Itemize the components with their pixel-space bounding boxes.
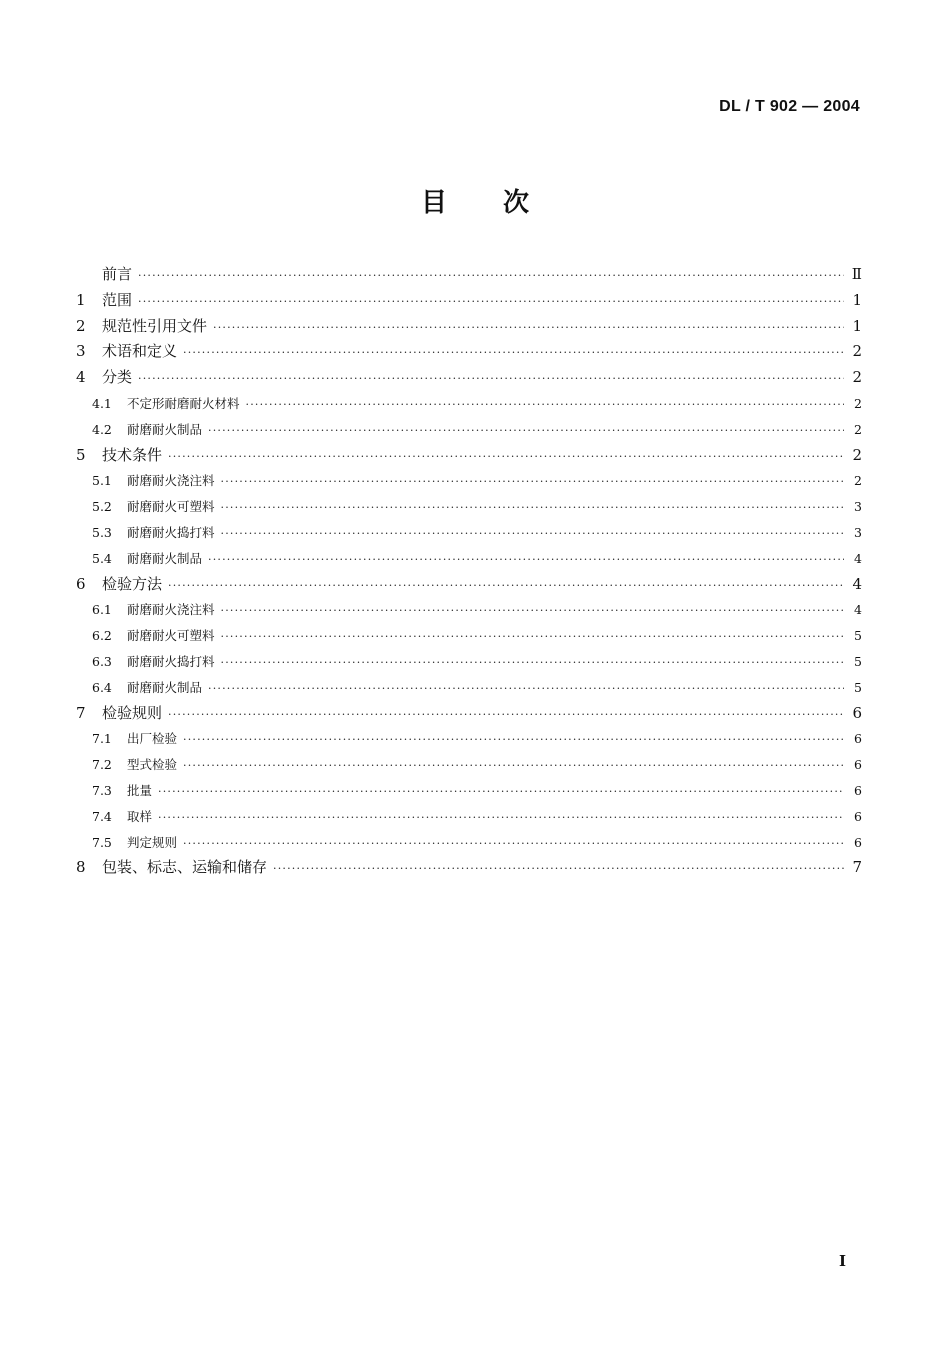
toc-leader-dots	[221, 521, 844, 546]
toc-leader-dots	[138, 263, 844, 288]
toc-leader-dots	[221, 495, 844, 520]
toc-entry[interactable]	[76, 623, 862, 649]
toc-leader-dots	[183, 340, 844, 365]
toc-entry-number: 7.2	[92, 757, 112, 773]
toc-entry-label: 出厂检验	[127, 731, 178, 747]
title-char-1: 目	[420, 188, 447, 218]
toc-entry[interactable]	[76, 339, 862, 365]
toc-entry-page: 1	[852, 316, 862, 335]
toc-entry[interactable]	[76, 804, 862, 830]
toc-entry-number: 4.1	[92, 395, 112, 411]
toc-leader-dots	[183, 831, 844, 856]
toc-entry[interactable]	[76, 752, 862, 778]
toc-entry-number: 6.4	[92, 679, 112, 695]
toc-entry-number: 7.1	[92, 731, 112, 747]
toc-entry-page: 2	[852, 342, 862, 361]
toc-entry-label: 耐磨耐火捣打料	[127, 524, 215, 540]
toc-entry-page: 2	[854, 421, 862, 437]
toc-entry-label: 分类	[102, 368, 133, 387]
toc-entry-page: 6	[852, 703, 862, 722]
toc-entry[interactable]	[76, 649, 862, 675]
toc-entry-page: 5	[854, 628, 862, 644]
toc-entry-number: 4.2	[92, 421, 112, 437]
toc-entry-label: 批量	[127, 782, 153, 798]
toc-entry-number: 5.4	[92, 550, 112, 566]
toc-entry-label: 耐磨耐火捣打料	[127, 653, 215, 669]
toc-entry-label: 范围	[102, 290, 133, 309]
toc-leader-dots	[158, 779, 844, 804]
toc-leader-dots	[158, 805, 844, 830]
toc-entry-label: 耐磨耐火制品	[127, 421, 203, 437]
toc-leader-dots	[168, 573, 844, 598]
toc-entry-page: 5	[854, 653, 862, 669]
table-of-contents	[76, 262, 862, 881]
toc-entry-page: 4	[854, 550, 862, 566]
toc-leader-dots	[221, 650, 844, 675]
toc-leader-dots	[138, 366, 844, 391]
toc-entry[interactable]	[76, 262, 862, 288]
toc-entry-number: 6.2	[92, 628, 112, 644]
toc-leader-dots	[213, 315, 844, 340]
toc-entry-label: 规范性引用文件	[102, 316, 208, 335]
toc-entry-page: 2	[854, 395, 862, 411]
toc-leader-dots	[208, 547, 844, 572]
toc-leader-dots	[273, 856, 844, 881]
toc-entry[interactable]	[76, 572, 862, 598]
toc-entry[interactable]	[76, 365, 862, 391]
toc-entry[interactable]	[76, 778, 862, 804]
toc-entry-number: 7	[76, 703, 86, 722]
toc-leader-dots	[183, 753, 844, 778]
toc-entry[interactable]	[76, 391, 862, 417]
toc-entry-page: 6	[854, 782, 862, 798]
toc-entry-page: 2	[854, 473, 862, 489]
toc-entry-label: 前言	[102, 265, 133, 283]
toc-leader-dots	[208, 418, 844, 443]
toc-entry-number: 2	[76, 316, 86, 335]
toc-entry-page: 4	[854, 602, 862, 618]
toc-entry-label: 耐磨耐火浇注料	[127, 473, 215, 489]
toc-leader-dots	[168, 444, 844, 469]
toc-entry-label: 不定形耐磨耐火材料	[127, 395, 240, 411]
toc-entry-number: 6.1	[92, 602, 112, 618]
toc-entry[interactable]	[76, 417, 862, 443]
toc-entry-number: 7.4	[92, 808, 112, 824]
toc-entry-page: 6	[854, 808, 862, 824]
toc-entry-label: 耐磨耐火可塑料	[127, 499, 215, 515]
toc-entry-label: 耐磨耐火可塑料	[127, 628, 215, 644]
toc-entry-page: 5	[854, 679, 862, 695]
toc-entry-number: 1	[76, 290, 86, 309]
toc-entry-page: 3	[854, 499, 862, 515]
toc-entry[interactable]	[76, 288, 862, 314]
toc-leader-dots	[183, 727, 844, 752]
toc-entry-label: 包装、标志、运输和储存	[102, 858, 268, 877]
toc-entry-page: 2	[852, 445, 862, 464]
toc-entry[interactable]	[76, 443, 862, 469]
toc-entry-page: 1	[852, 290, 862, 309]
toc-entry-page: 6	[854, 731, 862, 747]
toc-entry-number: 4	[76, 368, 86, 387]
toc-leader-dots	[221, 469, 844, 494]
toc-entry-label: 技术条件	[102, 445, 163, 464]
toc-leader-dots	[221, 624, 844, 649]
toc-entry-page: 4	[852, 574, 862, 593]
toc-entry[interactable]	[76, 830, 862, 856]
toc-entry[interactable]	[76, 855, 862, 881]
toc-entry[interactable]	[76, 314, 862, 340]
toc-entry-page: 6	[854, 834, 862, 850]
toc-entry-number: 5.1	[92, 473, 112, 489]
toc-entry-page: 2	[852, 368, 862, 387]
toc-entry[interactable]	[76, 520, 862, 546]
toc-leader-dots	[208, 676, 844, 701]
toc-entry-label: 取样	[127, 808, 153, 824]
toc-entry-label: 耐磨耐火制品	[127, 679, 203, 695]
page-number: I	[838, 1252, 846, 1270]
toc-entry-label: 耐磨耐火浇注料	[127, 602, 215, 618]
toc-leader-dots	[168, 702, 844, 727]
toc-entry-page: 3	[854, 524, 862, 540]
toc-entry[interactable]	[76, 546, 862, 572]
toc-leader-dots	[246, 392, 844, 417]
toc-entry-number: 7.5	[92, 834, 112, 850]
toc-entry[interactable]	[76, 468, 862, 494]
toc-entry-label: 检验规则	[102, 703, 163, 722]
toc-entry-number: 5.2	[92, 499, 112, 515]
toc-leader-dots	[221, 598, 844, 623]
toc-entry-number: 6	[76, 574, 86, 593]
toc-entry-number: 6.3	[92, 653, 112, 669]
toc-entry-label: 耐磨耐火制品	[127, 550, 203, 566]
toc-entry-page: 6	[854, 757, 862, 773]
toc-leader-dots	[138, 289, 844, 314]
toc-entry[interactable]	[76, 597, 862, 623]
toc-entry-number: 3	[76, 342, 86, 361]
toc-entry[interactable]	[76, 494, 862, 520]
toc-entry-number: 7.3	[92, 782, 112, 798]
page-title	[0, 182, 950, 219]
toc-entry-label: 术语和定义	[102, 342, 178, 361]
toc-entry-number: 5	[76, 445, 86, 464]
toc-entry-page: 7	[852, 858, 862, 877]
toc-entry[interactable]	[76, 675, 862, 701]
toc-entry-number: 8	[76, 858, 86, 877]
toc-entry-number: 5.3	[92, 524, 112, 540]
title-char-2: 次	[503, 188, 530, 218]
toc-entry-page: Ⅱ	[851, 265, 862, 283]
toc-entry[interactable]	[76, 701, 862, 727]
toc-entry-label: 检验方法	[102, 574, 163, 593]
toc-entry[interactable]	[76, 726, 862, 752]
standard-number: DL / T 902 — 2004	[719, 98, 860, 115]
toc-entry-label: 型式检验	[127, 757, 178, 773]
toc-entry-label: 判定规则	[127, 834, 178, 850]
